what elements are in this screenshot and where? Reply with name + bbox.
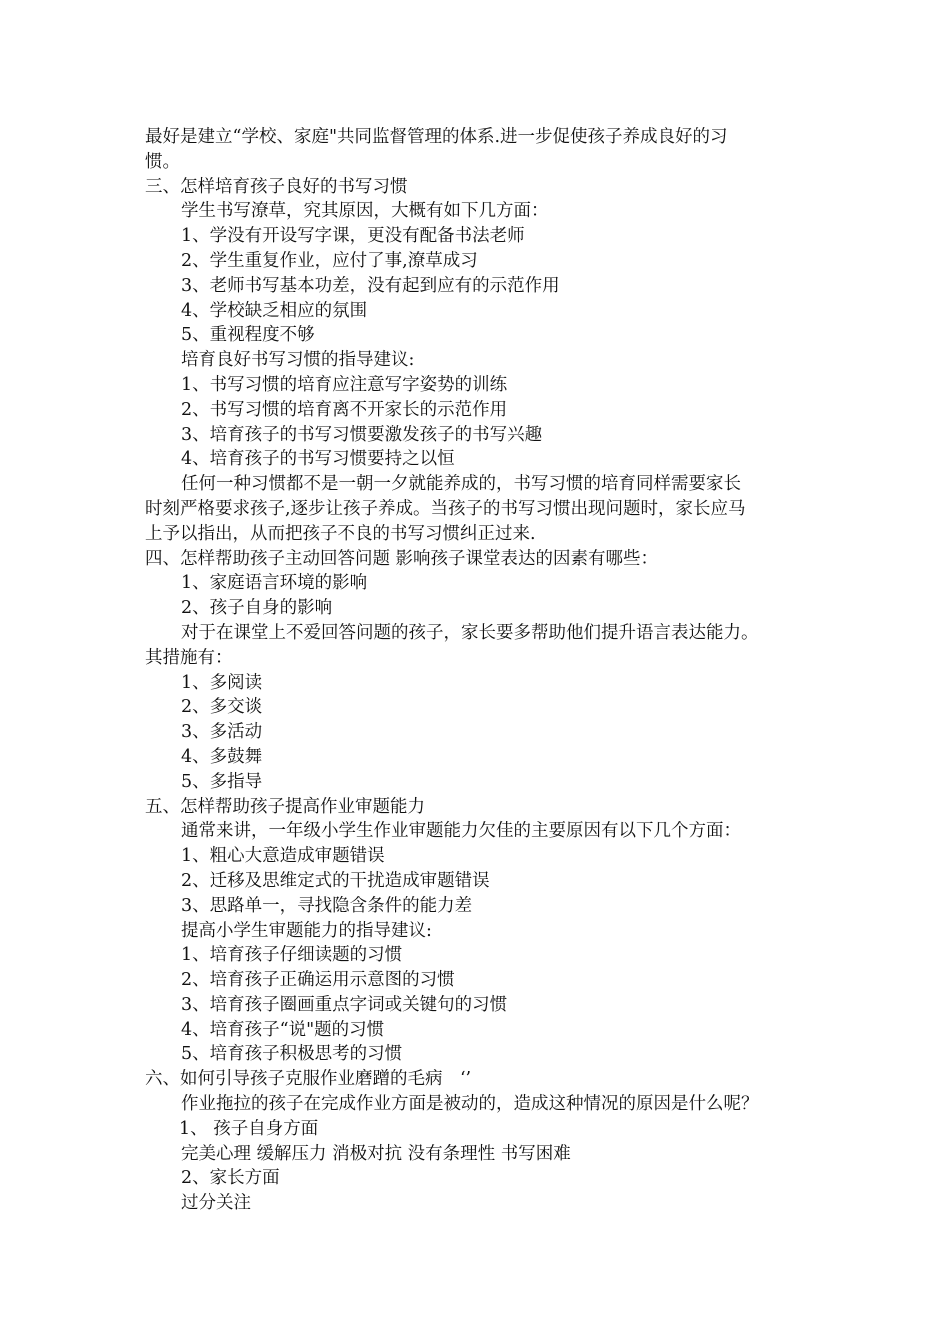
text-line: 3、多活动	[181, 722, 263, 743]
text-line: 1、多阅读	[181, 672, 263, 693]
text-line: 1、 孩子自身方面	[179, 1118, 319, 1139]
text-line: 提高小学生审题能力的指导建议:	[181, 920, 432, 941]
text-line: 2、家长方面	[181, 1168, 280, 1189]
text-line: 4、多鼓舞	[181, 746, 263, 767]
text-line: 5、重视程度不够	[181, 325, 315, 346]
text-line: 3、培育孩子圈画重点字词或关键句的习惯	[181, 994, 508, 1015]
text-line: 对于在课堂上不爱回答问题的孩子，家长要多帮助他们提升语言表达能力。	[181, 622, 759, 643]
text-line: 1、培育孩子仔细读题的习惯	[181, 945, 403, 966]
text-line: 2、培育孩子正确运用示意图的习惯	[181, 970, 455, 991]
text-line: 3、老师书写基本功差，没有起到应有的示范作用	[181, 275, 560, 296]
text-line: 作业拖拉的孩子在完成作业方面是被动的，造成这种情况的原因是什么呢？	[181, 1094, 759, 1115]
text-line: 通常来讲，一年级小学生作业审题能力欠佳的主要原因有以下几个方面：	[181, 821, 741, 842]
text-line: 1、家庭语言环境的影响	[181, 573, 368, 594]
text-line: 1、学没有开设写字课，更没有配备书法老师	[181, 226, 525, 247]
text-line: 2、书写习惯的培育离不开家长的示范作用	[181, 399, 508, 420]
text-line: 五、怎样帮助孩子提高作业审题能力	[145, 796, 425, 817]
text-line: 5、多指导	[181, 771, 263, 792]
text-line: 三、怎样培育孩子良好的书写习惯	[145, 176, 408, 197]
text-line: 过分关注	[181, 1193, 251, 1214]
text-line: 2、学生重复作业，应付了事,潦草成习	[181, 250, 478, 271]
text-line: 2、孩子自身的影响	[181, 598, 333, 619]
text-line: 5、培育孩子积极思考的习惯	[181, 1044, 403, 1065]
text-line: 1、粗心大意造成审题错误	[181, 846, 385, 867]
text-line: 完美心理 缓解压力 消极对抗 没有条理性 书写困难	[181, 1143, 571, 1164]
text-line: 培育良好书写习惯的指导建议:	[181, 350, 415, 371]
text-line: 惯。	[145, 151, 180, 172]
text-line: 六、如何引导孩子克服作业磨蹭的毛病 ‘’	[145, 1069, 472, 1090]
text-line: 1、书写习惯的培育应注意写字姿势的训练	[181, 374, 508, 395]
text-line: 2、多交谈	[181, 697, 263, 718]
text-line: 任何一种习惯都不是一朝一夕就能养成的，书写习惯的培育同样需要家长	[181, 474, 741, 495]
text-line: 最好是建立“学校、家庭"共同监督管理的体系.进一步促使孩子养成良好的习	[145, 127, 728, 147]
text-line: 2、迁移及思维定式的干扰造成审题错误	[181, 870, 490, 891]
text-line: 4、培育孩子“说"题的习惯	[181, 1019, 385, 1040]
text-line: 3、培育孩子的书写习惯要激发孩子的书写兴趣	[181, 424, 543, 445]
text-line: 时刻严格要求孩子,逐步让孩子养成。当孩子的书写习惯出现问题时，家长应马	[145, 498, 746, 519]
text-line: 上予以指出，从而把孩子不良的书写习惯纠正过来.	[145, 523, 536, 544]
text-line: 四、怎样帮助孩子主动回答问题 影响孩子课堂表达的因素有哪些：	[145, 548, 659, 569]
text-line: 4、学校缺乏相应的氛围	[181, 300, 368, 321]
text-line: 学生书写潦草，究其原因，大概有如下几方面：	[181, 201, 549, 222]
text-line: 其措施有：	[145, 647, 233, 668]
text-line: 4、培育孩子的书写习惯要持之以恒	[181, 449, 455, 470]
document-body	[145, 125, 810, 1216]
text-line: 3、思路单一，寻找隐含条件的能力差	[181, 895, 473, 916]
